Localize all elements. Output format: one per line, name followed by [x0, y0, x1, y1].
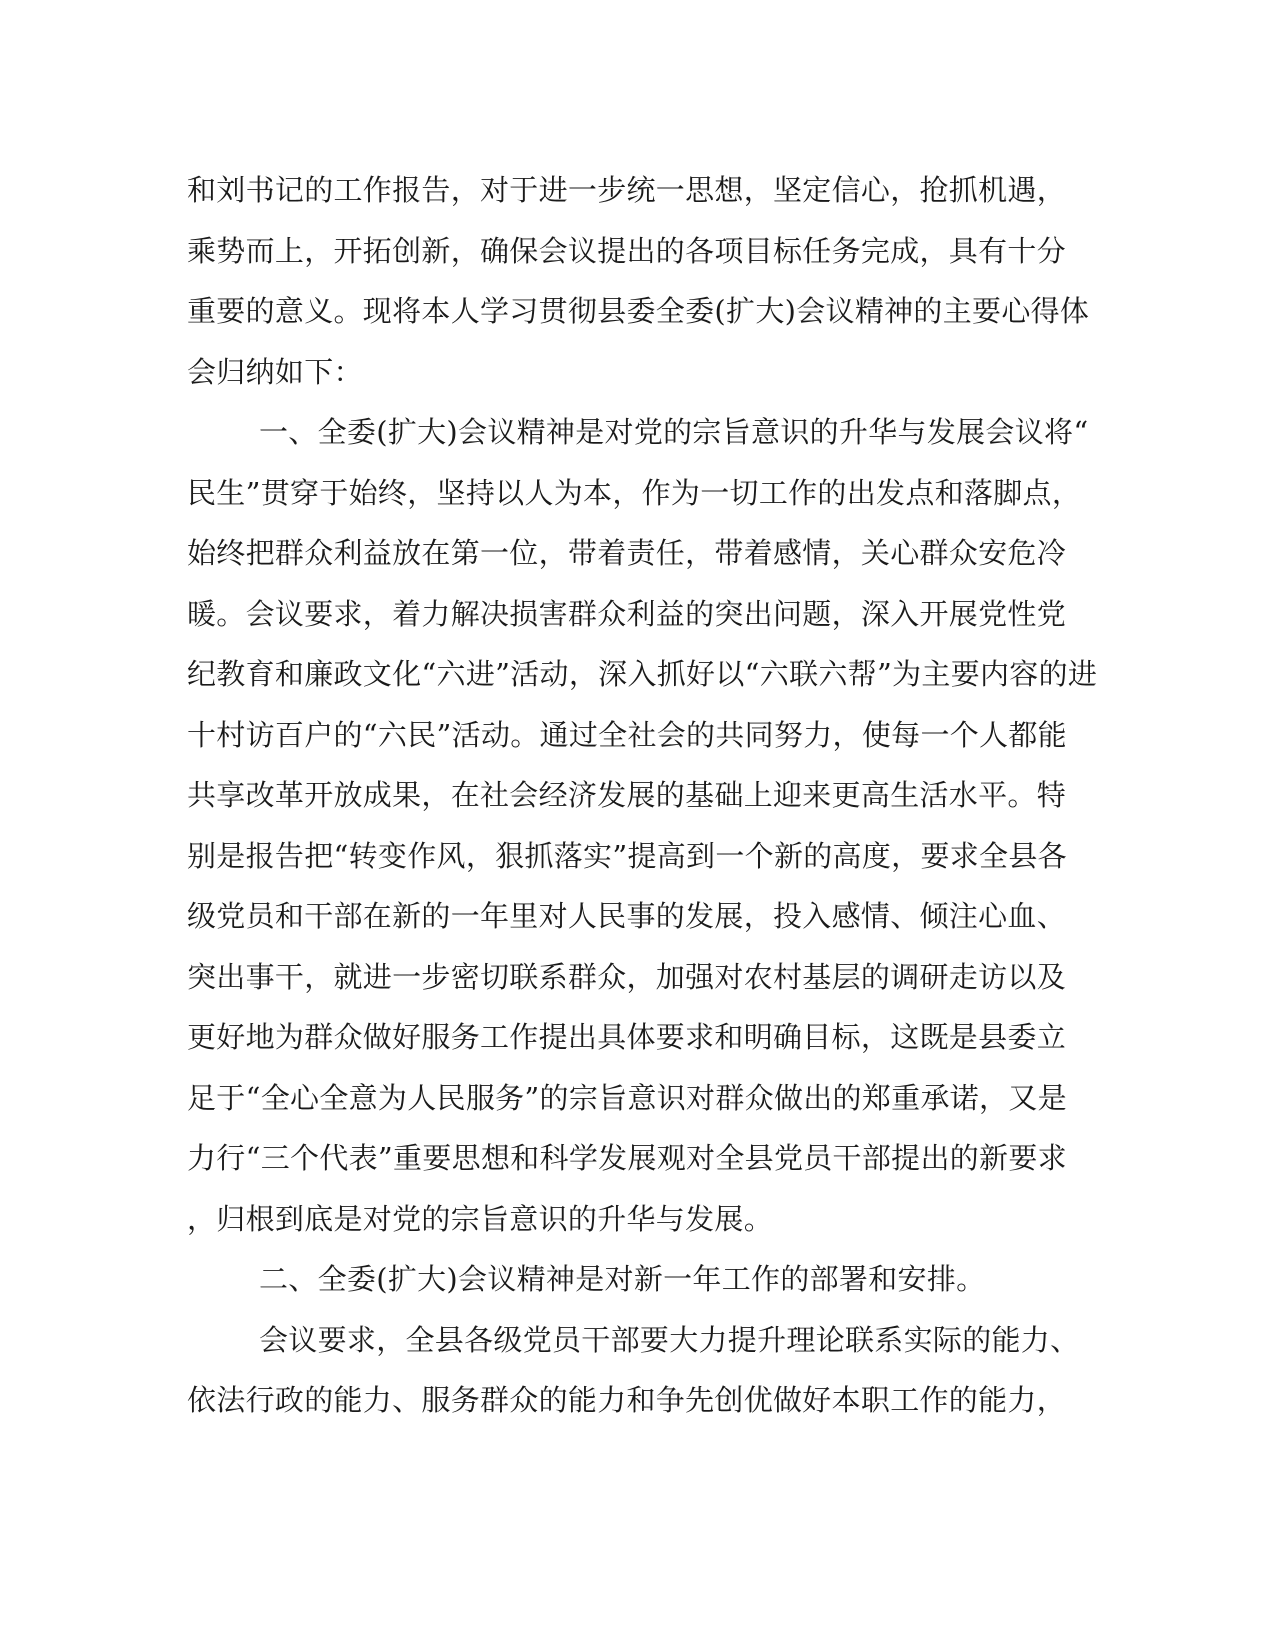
text-line: 乘势而上，开拓创新，确保会议提出的各项目标任务完成，具有十分	[187, 233, 1067, 268]
paragraph	[187, 1310, 1087, 1431]
text-line: ，归根到底是对党的宗旨意识的升华与发展。	[187, 1201, 774, 1236]
text-line: 会归纳如下：	[187, 354, 363, 389]
text-line: 足于“全心全意为人民服务”的宗旨意识对群众做出的郑重承诺，又是	[187, 1080, 1067, 1115]
text-line: 力行“三个代表”重要思想和科学发展观对全县党员干部提出的新要求	[187, 1141, 1067, 1175]
text-line: 级党员和干部在新的一年里对人民事的发展，投入感情、倾注心血、	[187, 899, 1067, 933]
text-line: 别是报告把“转变作风，狠抓落实”提高到一个新的高度，要求全县各	[187, 838, 1067, 873]
text-line: 共享改革开放成果，在社会经济发展的基础上迎来更高生活水平。特	[187, 778, 1067, 812]
text-line: 二、全委(扩大)会议精神是对新一年工作的部署和安排。	[259, 1262, 986, 1296]
text-line: 和刘书记的工作报告，对于进一步统一思想，坚定信心，抢抓机遇，	[187, 173, 1067, 207]
text-line: 依法行政的能力、服务群众的能力和争先创优做好本职工作的能力，	[187, 1383, 1067, 1417]
paragraph	[187, 402, 1098, 1249]
text-line: 始终把群众利益放在第一位，带着责任，带着感情，关心群众安危冷	[187, 536, 1067, 570]
paragraph	[187, 160, 1090, 402]
text-line: 会议要求，全县各级党员干部要大力提升理论联系实际的能力、	[259, 1322, 1080, 1357]
text-line: 暖。会议要求，着力解决损害群众利益的突出问题，深入开展党性党	[187, 596, 1067, 631]
paragraph	[187, 1249, 1087, 1310]
text-line: 十村访百户的“六民”活动。通过全社会的共同努力，使每一个人都能	[187, 717, 1067, 752]
text-line: 一、全委(扩大)会议精神是对党的宗旨意识的升华与发展会议将“	[259, 415, 1089, 449]
document-body	[187, 160, 1098, 1431]
text-line: 更好地为群众做好服务工作提出具体要求和明确目标，这既是县委立	[187, 1020, 1067, 1054]
text-line: 突出事干，就进一步密切联系群众，加强对农村基层的调研走访以及	[187, 959, 1067, 994]
text-line: 民生”贯穿于始终，坚持以人为本，作为一切工作的出发点和落脚点，	[187, 475, 1082, 510]
text-line: 重要的意义。现将本人学习贯彻县委全委(扩大)会议精神的主要心得体	[187, 294, 1090, 328]
text-line: 纪教育和廉政文化“六进”活动，深入抓好以“六联六帮”为主要内容的进	[187, 657, 1098, 691]
